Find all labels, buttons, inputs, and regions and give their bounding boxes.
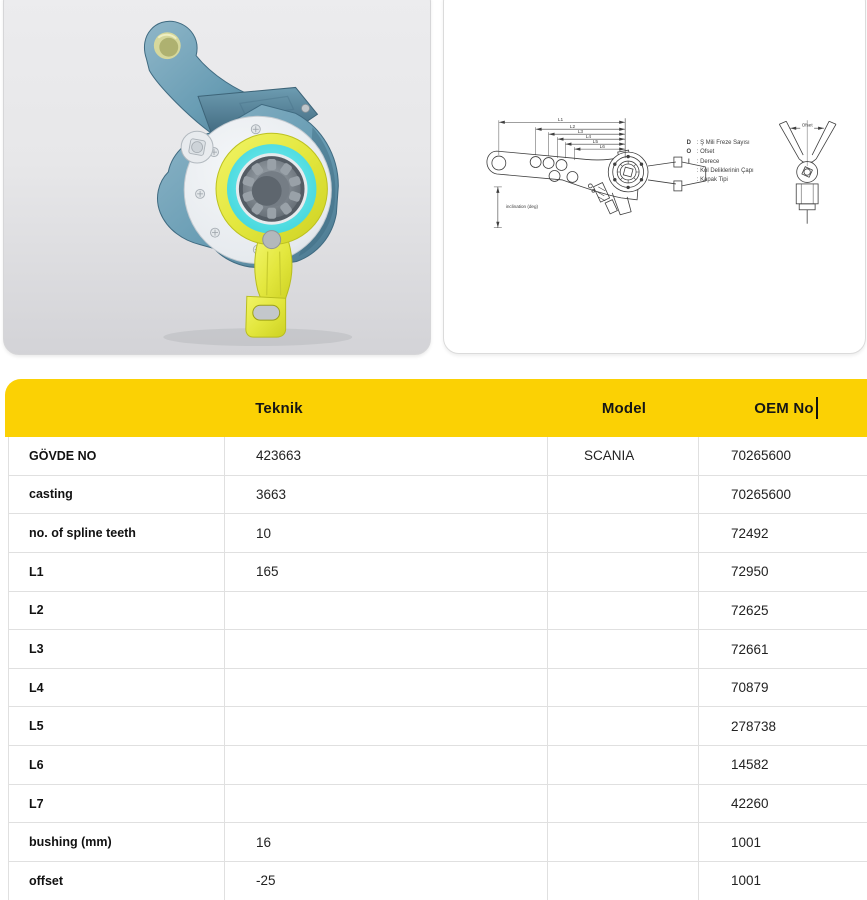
lever-arm: [255, 242, 292, 302]
table-cell-teknik: 423663: [224, 437, 547, 475]
diagram-legend: [686, 140, 754, 183]
table-cell-label: L4: [29, 680, 44, 695]
bracket-slot: [253, 305, 280, 320]
svg-text:: Derece: : Derece: [696, 159, 720, 166]
table-cell-model: [547, 553, 698, 591]
table-cell-label: GÖVDE NO: [29, 448, 97, 463]
svg-text:: Ofset: : Ofset: [696, 149, 715, 156]
table-cell-oem: 70879: [698, 669, 867, 707]
table-cell-model: [547, 707, 698, 745]
svg-text:L4: L4: [585, 134, 592, 140]
table-cell-teknik: [224, 592, 547, 630]
table-cell-teknik: [224, 630, 547, 668]
table-header-teknik: Teknik: [255, 399, 303, 417]
table-cell-label: L5: [29, 719, 44, 734]
lower-bracket: [246, 296, 286, 337]
table-cell-label: L1: [29, 564, 44, 579]
table-cell-oem: 72661: [698, 630, 867, 668]
table-cell-model: [547, 630, 698, 668]
table-row: [9, 746, 867, 785]
table-cell-oem: 1001: [698, 862, 867, 900]
product-render-image: [4, 0, 430, 354]
text-cursor: [816, 397, 818, 419]
svg-text:L3: L3: [577, 130, 584, 136]
table-cell-oem: 70265600: [698, 476, 867, 514]
table-cell-oem: 278738: [698, 707, 867, 745]
table-cell-teknik: [224, 707, 547, 745]
splined-bore: [239, 156, 305, 222]
svg-text:: Ş Mili Freze Sayısı: : Ş Mili Freze Sayısı: [696, 140, 750, 147]
table-cell-label: L6: [29, 757, 44, 772]
table-cell-model: [547, 592, 698, 630]
table-cell-model: [547, 823, 698, 861]
offset-label: Ofset: [801, 122, 813, 128]
table-cell-label: bushing (mm): [29, 835, 112, 850]
table-cell-label: casting: [29, 487, 73, 502]
inclination-dimension: [494, 187, 539, 228]
svg-text:L6: L6: [599, 144, 605, 150]
table-cell-oem: 70265600: [698, 437, 867, 475]
svg-text:O: O: [686, 149, 692, 156]
table-cell-teknik: -25: [224, 862, 547, 900]
table-cell-model: [547, 746, 698, 784]
table-cell-label: offset: [29, 873, 64, 888]
svg-text:D: D: [686, 140, 691, 147]
table-cell-oem: 72950: [698, 553, 867, 591]
table-row: [9, 785, 867, 824]
table-header: [5, 379, 867, 437]
svg-text:L1: L1: [557, 118, 564, 124]
table-row: [9, 669, 867, 708]
svg-text:I: I: [687, 159, 690, 166]
slack-adjuster-render: [144, 21, 352, 346]
table-row: [9, 630, 867, 669]
side-boss: [181, 131, 213, 163]
technical-diagram-card: [443, 0, 866, 354]
table-row: [9, 514, 867, 553]
svg-text:: Kapak Tipi: : Kapak Tipi: [696, 176, 728, 183]
technical-diagram: [444, 0, 865, 353]
table-row: [9, 437, 867, 476]
table-row: [9, 823, 867, 862]
table-row: [9, 707, 867, 746]
table-header-oem[interactable]: [706, 379, 866, 437]
table-cell-model: [547, 514, 698, 552]
offset-view-drawing: [779, 120, 836, 223]
dimension-lines: [499, 118, 625, 160]
table-cell-model: [547, 862, 698, 900]
table-cell-teknik: 10: [224, 514, 547, 552]
table-cell-oem: 1001: [698, 823, 867, 861]
table-cell-teknik: 16: [224, 823, 547, 861]
table-cell-teknik: [224, 785, 547, 823]
table-cell-model: [547, 476, 698, 514]
product-image-card: [3, 0, 431, 355]
table-cell-teknik: 165: [224, 553, 547, 591]
table-cell-oem: 72492: [698, 514, 867, 552]
top-bolt: [302, 104, 310, 112]
table-header-model: Model: [601, 399, 647, 417]
svg-text:L5: L5: [592, 139, 598, 145]
table-cell-label: L3: [29, 642, 44, 657]
svg-text:L2: L2: [569, 125, 576, 131]
table-cell-label: L2: [29, 603, 44, 618]
lever-hole: [263, 231, 281, 249]
svg-text:: Kol Deliklerinin Çapı: : Kol Deliklerinin Çapı: [696, 167, 754, 174]
table-cell-model: [547, 669, 698, 707]
table-cell-oem: 42260: [698, 785, 867, 823]
table-cell-oem: 72625: [698, 592, 867, 630]
table-cell-model: [547, 785, 698, 823]
inclination-label: inclination (deg): [505, 203, 539, 209]
table-body: [8, 437, 867, 900]
table-cell-label: no. of spline teeth: [29, 526, 136, 541]
table-cell-teknik: [224, 669, 547, 707]
table-row: [9, 476, 867, 515]
table-row: [9, 553, 867, 592]
table-cell-teknik: [224, 746, 547, 784]
table-cell-model: SCANIA: [547, 437, 698, 475]
table-cell-oem: 14582: [698, 746, 867, 784]
table-row: [9, 592, 867, 631]
oem-header-label: OEM No: [754, 399, 814, 417]
table-cell-label: L7: [29, 796, 44, 811]
table-row: [9, 862, 867, 900]
table-cell-teknik: 3663: [224, 476, 547, 514]
